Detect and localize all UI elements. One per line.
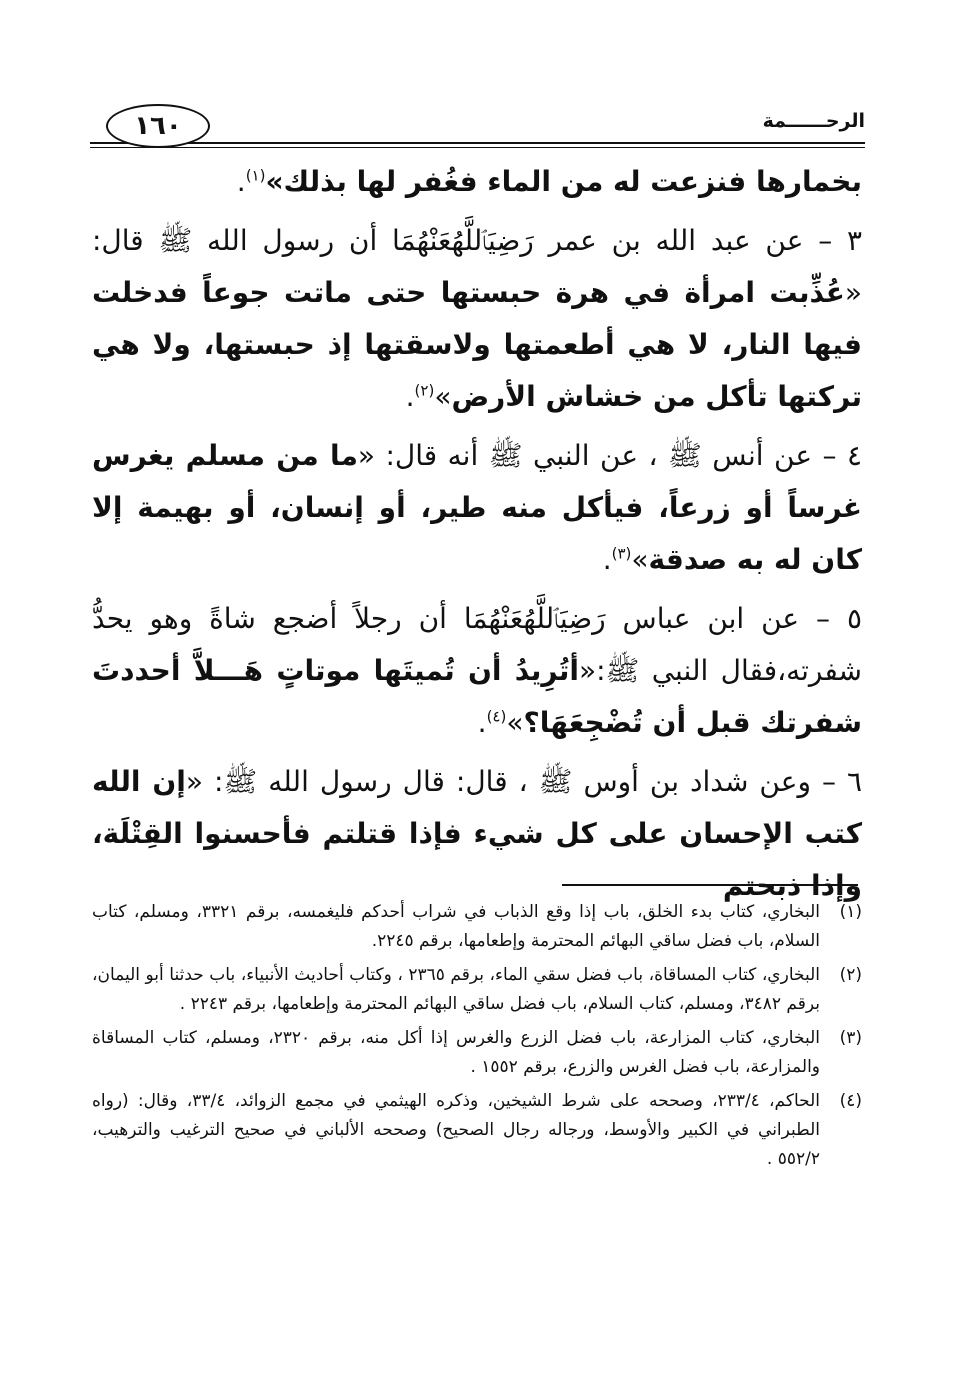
hadith-paragraph-5 (92, 593, 862, 749)
sentence-end: . (405, 380, 415, 413)
page-number-badge: ١٦٠ (106, 104, 210, 148)
running-title: الرحــــــمة (762, 110, 865, 132)
main-text (92, 156, 862, 912)
hadith-text: إن الله كتب الإحسان على كل شيء فإذا قتلتم فأحسنوا القِتْلَة، وإذا ذبحتم (92, 765, 862, 902)
hadith-paragraph-3 (92, 215, 862, 423)
footnote-item (92, 898, 862, 956)
hadith-paragraph-4 (92, 430, 862, 586)
header-rule (90, 142, 865, 144)
hadith-intro: ٣ – عن عبد الله بن عمر رَضِيَٱللَّهُعَنْهُمَا أن رسول الله ﷺ قال: « (92, 224, 862, 309)
hadith-text: ما من مسلم يغرس غرساً أو زرعاً، فيأكل منه طير، أو إنسان، أو بهيمة إلا كان له به صدقة (92, 439, 862, 576)
footnote-number: (٤) (839, 1091, 862, 1111)
footnote-text: البخاري، كتاب المزارعة، باب فضل الزرع والغرس إذا أكل منه، برقم ٢٣٢٠، ومسلم، كتاب المساقاة والمزارعة، باب فضل الغرس والزرع، برقم ١٥٥٢ . (92, 1028, 820, 1077)
sentence-end: . (602, 543, 612, 576)
footnote-item (92, 1087, 862, 1174)
footnotes (92, 898, 862, 1179)
footnote-number: (٢) (839, 965, 862, 985)
footnote-number: (١) (839, 902, 862, 922)
footnote-ref: (٤) (486, 707, 507, 726)
footnote-text: البخاري، كتاب المساقاة، باب فضل سقي الماء، برقم ٢٣٦٥ ، وكتاب أحاديث الأنبياء، باب حدثنا أبو اليمان، برقم ٣٤٨٢، ومسلم، كتاب السلام، باب فضل ساقي البهائم المحترمة وإطعامها، برقم ٢٢٤٣ . (92, 965, 821, 1014)
sentence-end: . (477, 706, 487, 739)
footnote-ref: (٢) (414, 381, 435, 400)
footnote-text: البخاري، كتاب بدء الخلق، باب إذا وقع الذباب في شراب أحدكم فليغمسه، برقم ٣٣٢١، ومسلم، كتاب السلام، باب فضل ساقي البهائم المحترمة وإطعامها، برقم ٢٢٤٥. (92, 902, 820, 951)
footnote-separator (562, 884, 858, 886)
hadith-intro: ٥ – عن ابن عباس رَضِيَٱللَّهُعَنْهُمَا أن رجلاً أضجع شاةً وهو يحدُّ شفرته،فقال النبي ﷺ:« (92, 602, 862, 687)
footnote-number: (٣) (839, 1028, 862, 1048)
footnote-item (92, 961, 862, 1019)
footnote-item (92, 1024, 862, 1082)
footnote-ref: (١) (245, 166, 266, 185)
quote-close: » (434, 380, 452, 413)
footnote-text: الحاكم، ٢٣٣/٤، وصححه على شرط الشيخين، وذكره الهيثمي في مجمع الزوائد، ٣٣/٤، وقال: (رواه الطبراني في الكبير والأوسط، ورجاله رجال الصحيح) وصححه الألباني في صحيح الترغيب والترهيب، ٥٥٢/٢ . (92, 1091, 821, 1169)
hadith-intro: ٤ – عن أنس ﷺ ، عن النبي ﷺ أنه قال: « (357, 439, 862, 472)
hadith-text: أتُرِيدُ أن تُميتَها موتاتٍ هَـــلاَّ أحددتَ شفرتك قبل أن تُضْجِعَهَا؟ (92, 654, 862, 739)
hadith-intro: ٦ – وعن شداد بن أوس ﷺ ، قال: قال رسول الله ﷺ: « (185, 765, 863, 798)
quote-close: » (506, 706, 524, 739)
hadith-paragraph-6 (92, 756, 862, 912)
quote-close: » (631, 543, 649, 576)
hadith-text: عُذِّبت امرأة في هرة حبستها حتى ماتت جوعاً فدخلت فيها النار، لا هي أطعمتها ولاسقتها إذ حبستها، ولا هي تركتها تأكل من خشاش الأرض (92, 276, 862, 413)
hadith-text: بخمارها فنزعت له من الماء فغُفر لها بذلك» (265, 165, 862, 198)
sentence-end: . (236, 165, 246, 198)
header-rule-thin (90, 147, 865, 148)
paragraph-continuation (92, 156, 862, 208)
page-header (90, 108, 865, 150)
footnote-ref: (٣) (611, 544, 632, 563)
